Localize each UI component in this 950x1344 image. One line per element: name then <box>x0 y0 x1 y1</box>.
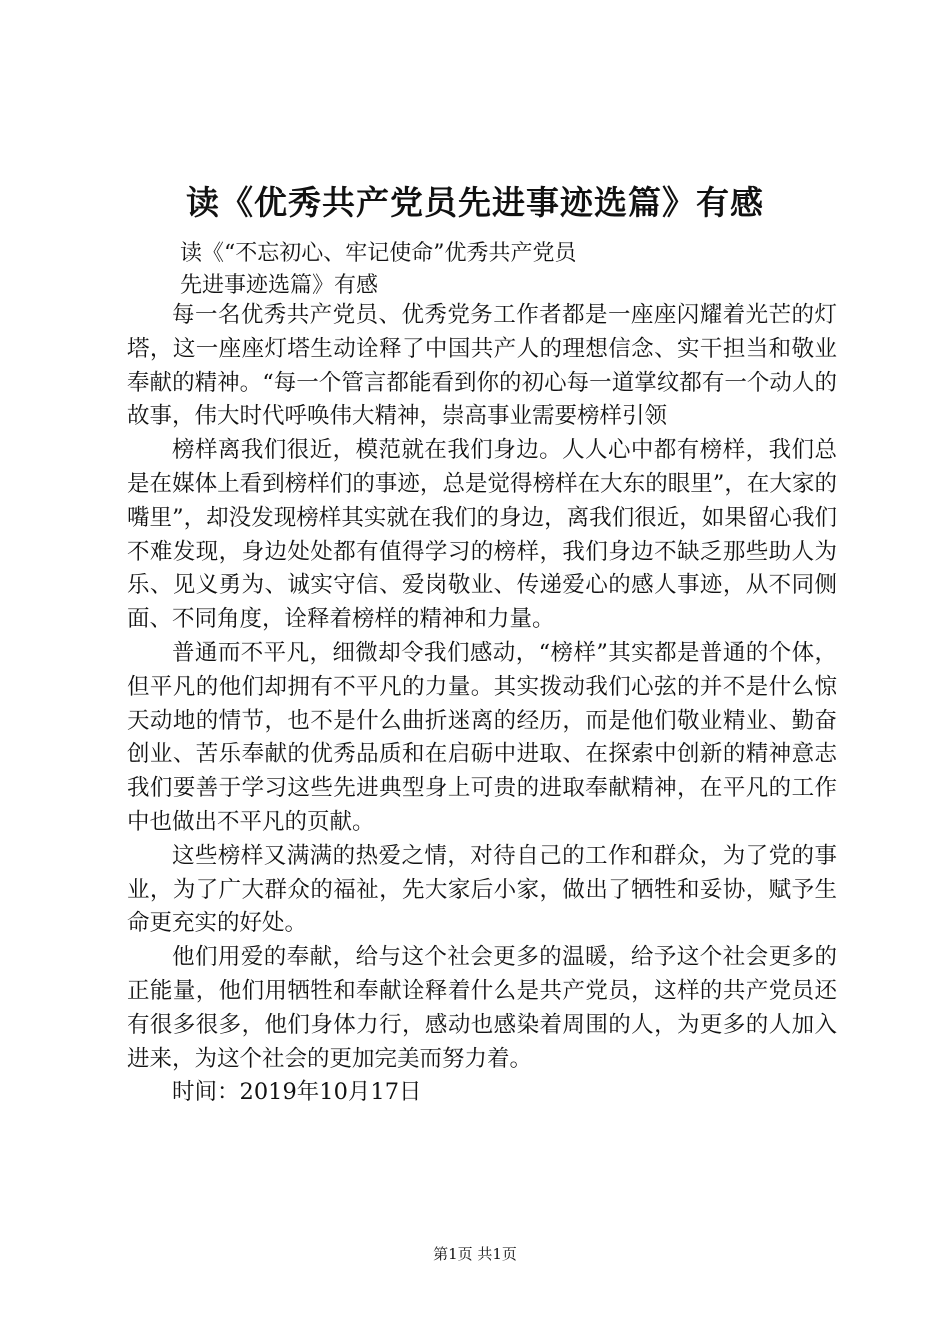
paragraph-2: 榜样离我们很近，模范就在我们身边。人人心中都有榜样，我们总是在媒体上看到榜样们的事迹，总是觉得榜样在大东的眼里”，在大家的嘴里”，却没发现榜样其实就在我们的身边，离我们很近，如果留心我们不难发现，身边处处都有值得学习的榜样，我们身边不缺乏那些助人为乐、见义勇为、诚实守信、爱岗敬业、传递爱心的感人事迹，从不同侧面、不同角度，诠释着榜样的精神和力量。 <box>127 437 837 633</box>
subtitle-line-1: 读《“不忘初心、牢记使命”优秀共产党员 <box>180 241 577 266</box>
document-title: 读《优秀共产党员先进事迹选篇》有感 <box>186 183 764 222</box>
paragraph-4: 这些榜样又满满的热爱之情，对待自己的工作和群众，为了党的事业，为了广大群众的福祉，先大家后小家，做出了牺牲和妥协，赋予生命更充实的好处。 <box>127 842 837 937</box>
paragraph-5: 他们用爱的奉献，给与这个社会更多的温暖，给予这个社会更多的正能量，他们用牺牲和奉献诠释着什么是共产党员，这样的共产党员还有很多很多，他们身体力行，感动也感染着周围的人，为更多的人加入进来，为这个社会的更加完美而努力着。 <box>127 944 837 1072</box>
date-line: 时间：2019年10月17日 <box>172 1079 422 1106</box>
document-body <box>127 299 837 1110</box>
paragraph-1: 每一名优秀共产党员、优秀党务工作者都是一座座闪耀着光芒的灯塔，这一座座灯塔生动诠释了中国共产人的理想信念、实干担当和敬业奉献的精神。“每一个管言都能看到你的初心每一道掌纹都有一个动人的故事，伟大时代呼唤伟大精神，崇高事业需要榜样引领 <box>127 302 837 430</box>
page-footer: 第1页 共1页 <box>433 1245 517 1263</box>
document-subtitle <box>180 238 780 302</box>
subtitle-line-2: 先进事迹选篇》有感 <box>180 273 379 298</box>
paragraph-3: 普通而不平凡，细微却令我们感动，“榜样”其实都是普通的个体，但平凡的他们却拥有不平凡的力量。其实拨动我们心弦的并不是什么惊天动地的情节，也不是什么曲折迷离的经历，而是他们敬业精业、勤奋创业、苦乐奉献的优秀品质和在启砺中进取、在探索中创新的精神意志我们要善于学习这些先进典型身上可贵的进取奉献精神，在平凡的工作中也做出不平凡的页献。 <box>127 639 837 835</box>
